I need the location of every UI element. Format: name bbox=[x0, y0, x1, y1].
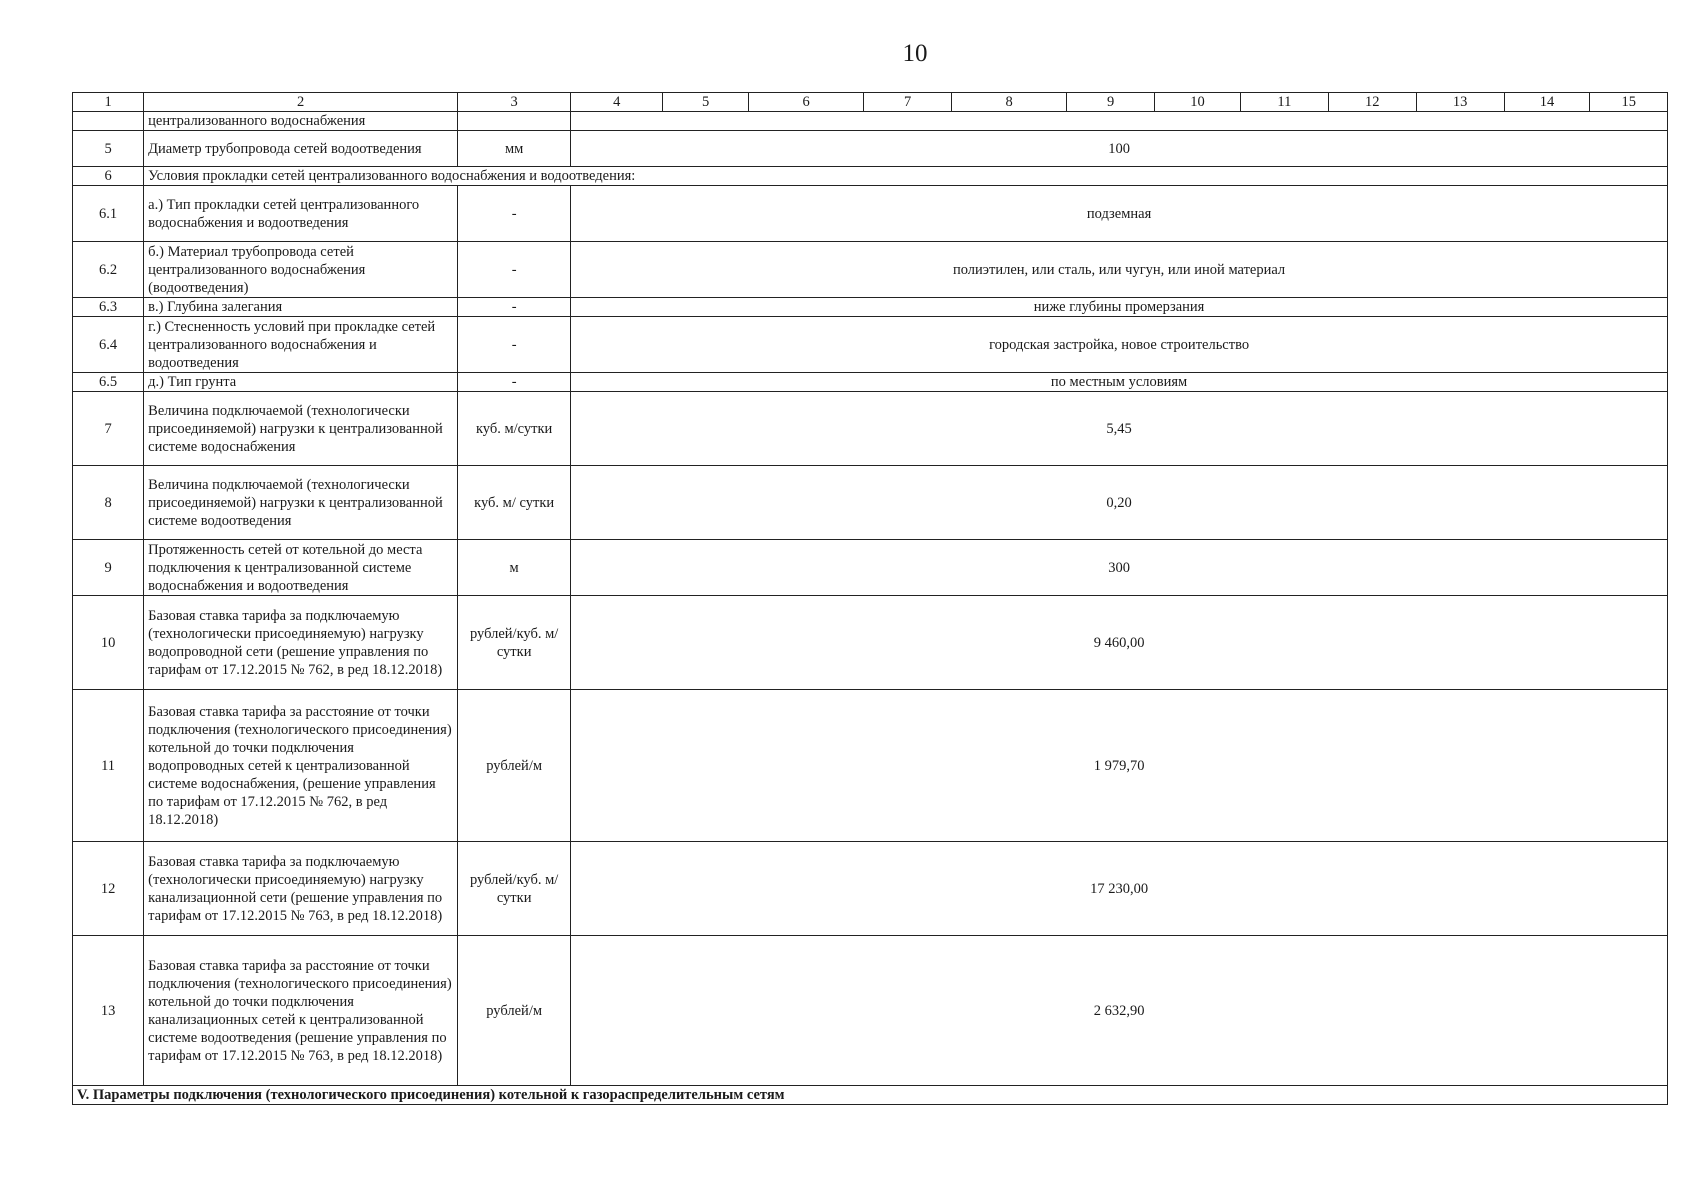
row-unit: рублей/куб. м/сутки bbox=[458, 596, 571, 690]
row-value: ниже глубины промерзания bbox=[571, 298, 1668, 317]
table-row bbox=[73, 540, 1668, 596]
row-unit: - bbox=[458, 242, 571, 298]
row-unit: - bbox=[458, 298, 571, 317]
table-row bbox=[73, 936, 1668, 1086]
row-value: 9 460,00 bbox=[571, 596, 1668, 690]
row-value: 300 bbox=[571, 540, 1668, 596]
row-description: централизованного водоснабжения bbox=[144, 112, 458, 131]
table-row bbox=[73, 392, 1668, 466]
row-number: 10 bbox=[73, 596, 144, 690]
row-number: 8 bbox=[73, 466, 144, 540]
parameters-table bbox=[72, 92, 1668, 1105]
table-row bbox=[73, 186, 1668, 242]
column-number: 11 bbox=[1240, 93, 1328, 112]
row-number: 6.3 bbox=[73, 298, 144, 317]
row-value: 5,45 bbox=[571, 392, 1668, 466]
row-value: по местным условиям bbox=[571, 373, 1668, 392]
row-number: 12 bbox=[73, 842, 144, 936]
column-number: 4 bbox=[571, 93, 663, 112]
row-unit: рублей/м bbox=[458, 936, 571, 1086]
table-row bbox=[73, 466, 1668, 540]
column-number: 8 bbox=[952, 93, 1067, 112]
row-unit: мм bbox=[458, 131, 571, 167]
row-description: Величина подключаемой (технологически присоединяемой) нагрузки к централизованной системе водоотведения bbox=[144, 466, 458, 540]
row-value: полиэтилен, или сталь, или чугун, или иной материал bbox=[571, 242, 1668, 298]
section-title: V. Параметры подключения (технологического присоединения) котельной к газораспределительным сетям bbox=[73, 1086, 1668, 1105]
table-row bbox=[73, 112, 1668, 131]
row-value: 100 bbox=[571, 131, 1668, 167]
table-row bbox=[73, 131, 1668, 167]
column-number: 13 bbox=[1416, 93, 1504, 112]
row-description: Базовая ставка тарифа за подключаемую (технологически присоединяемую) нагрузку канализационной сети (решение управления по тарифам от 17.12.2015 № 763, в ред 18.12.2018) bbox=[144, 842, 458, 936]
table-row bbox=[73, 842, 1668, 936]
table-row bbox=[73, 317, 1668, 373]
column-number: 7 bbox=[864, 93, 952, 112]
row-value: 17 230,00 bbox=[571, 842, 1668, 936]
row-description: в.) Глубина залегания bbox=[144, 298, 458, 317]
row-description: Величина подключаемой (технологически присоединяемой) нагрузки к централизованной системе водоснабжения bbox=[144, 392, 458, 466]
row-description: а.) Тип прокладки сетей централизованного водоснабжения и водоотведения bbox=[144, 186, 458, 242]
row-unit: куб. м/ сутки bbox=[458, 466, 571, 540]
row-description: Диаметр трубопровода сетей водоотведения bbox=[144, 131, 458, 167]
row-number: 6.1 bbox=[73, 186, 144, 242]
row-description: Протяженность сетей от котельной до места подключения к централизованной системе водоснабжения и водоотведения bbox=[144, 540, 458, 596]
column-number: 6 bbox=[749, 93, 864, 112]
row-description: Базовая ставка тарифа за расстояние от точки подключения (технологического присоединения) котельной до точки подключения водопроводных сетей к централизованной системе водоснабжения, (решение управления по тарифам от 17.12.2015 № 762, в ред 18.12.2018) bbox=[144, 690, 458, 842]
row-number: 13 bbox=[73, 936, 144, 1086]
row-description: б.) Материал трубопровода сетей централизованного водоснабжения (водоотведения) bbox=[144, 242, 458, 298]
column-number: 5 bbox=[663, 93, 749, 112]
row-number: 7 bbox=[73, 392, 144, 466]
column-numbers-row bbox=[73, 93, 1668, 112]
row-description: Условия прокладки сетей централизованного водоснабжения и водоотведения: bbox=[144, 167, 1668, 186]
row-number: 6.5 bbox=[73, 373, 144, 392]
column-number: 15 bbox=[1590, 93, 1668, 112]
column-number: 14 bbox=[1504, 93, 1590, 112]
row-value: 0,20 bbox=[571, 466, 1668, 540]
row-unit bbox=[458, 112, 571, 131]
column-number: 3 bbox=[458, 93, 571, 112]
row-value: подземная bbox=[571, 186, 1668, 242]
row-value: городская застройка, новое строительство bbox=[571, 317, 1668, 373]
table-row bbox=[73, 596, 1668, 690]
row-unit: м bbox=[458, 540, 571, 596]
column-number: 1 bbox=[73, 93, 144, 112]
row-number: 6.4 bbox=[73, 317, 144, 373]
row-unit: куб. м/сутки bbox=[458, 392, 571, 466]
column-number: 12 bbox=[1328, 93, 1416, 112]
row-unit: рублей/м bbox=[458, 690, 571, 842]
section-heading-row bbox=[73, 1086, 1668, 1105]
table-row bbox=[73, 690, 1668, 842]
row-unit: - bbox=[458, 186, 571, 242]
row-value bbox=[571, 112, 1668, 131]
row-number: 5 bbox=[73, 131, 144, 167]
row-description: Базовая ставка тарифа за расстояние от точки подключения (технологического присоединения) котельной до точки подключения канализационных сетей к централизованной системе водоотведения (решение управления по тарифам от 17.12.2015 № 763, в ред 18.12.2018) bbox=[144, 936, 458, 1086]
row-number: 6 bbox=[73, 167, 144, 186]
row-description: д.) Тип грунта bbox=[144, 373, 458, 392]
column-number: 2 bbox=[144, 93, 458, 112]
row-unit: - bbox=[458, 373, 571, 392]
row-value: 1 979,70 bbox=[571, 690, 1668, 842]
row-number: 9 bbox=[73, 540, 144, 596]
table-row bbox=[73, 167, 1668, 186]
row-unit: рублей/куб. м/сутки bbox=[458, 842, 571, 936]
row-description: Базовая ставка тарифа за подключаемую (технологически присоединяемую) нагрузку водопроводной сети (решение управления по тарифам от 17.12.2015 № 762, в ред 18.12.2018) bbox=[144, 596, 458, 690]
column-number: 9 bbox=[1067, 93, 1155, 112]
table-row bbox=[73, 242, 1668, 298]
column-number: 10 bbox=[1155, 93, 1241, 112]
row-description: г.) Стесненность условий при прокладке сетей централизованного водоснабжения и водоотведения bbox=[144, 317, 458, 373]
page-number: 10 bbox=[902, 40, 928, 67]
row-number: 6.2 bbox=[73, 242, 144, 298]
row-value: 2 632,90 bbox=[571, 936, 1668, 1086]
row-number bbox=[73, 112, 144, 131]
table-row bbox=[73, 298, 1668, 317]
row-unit: - bbox=[458, 317, 571, 373]
row-number: 11 bbox=[73, 690, 144, 842]
table-row bbox=[73, 373, 1668, 392]
